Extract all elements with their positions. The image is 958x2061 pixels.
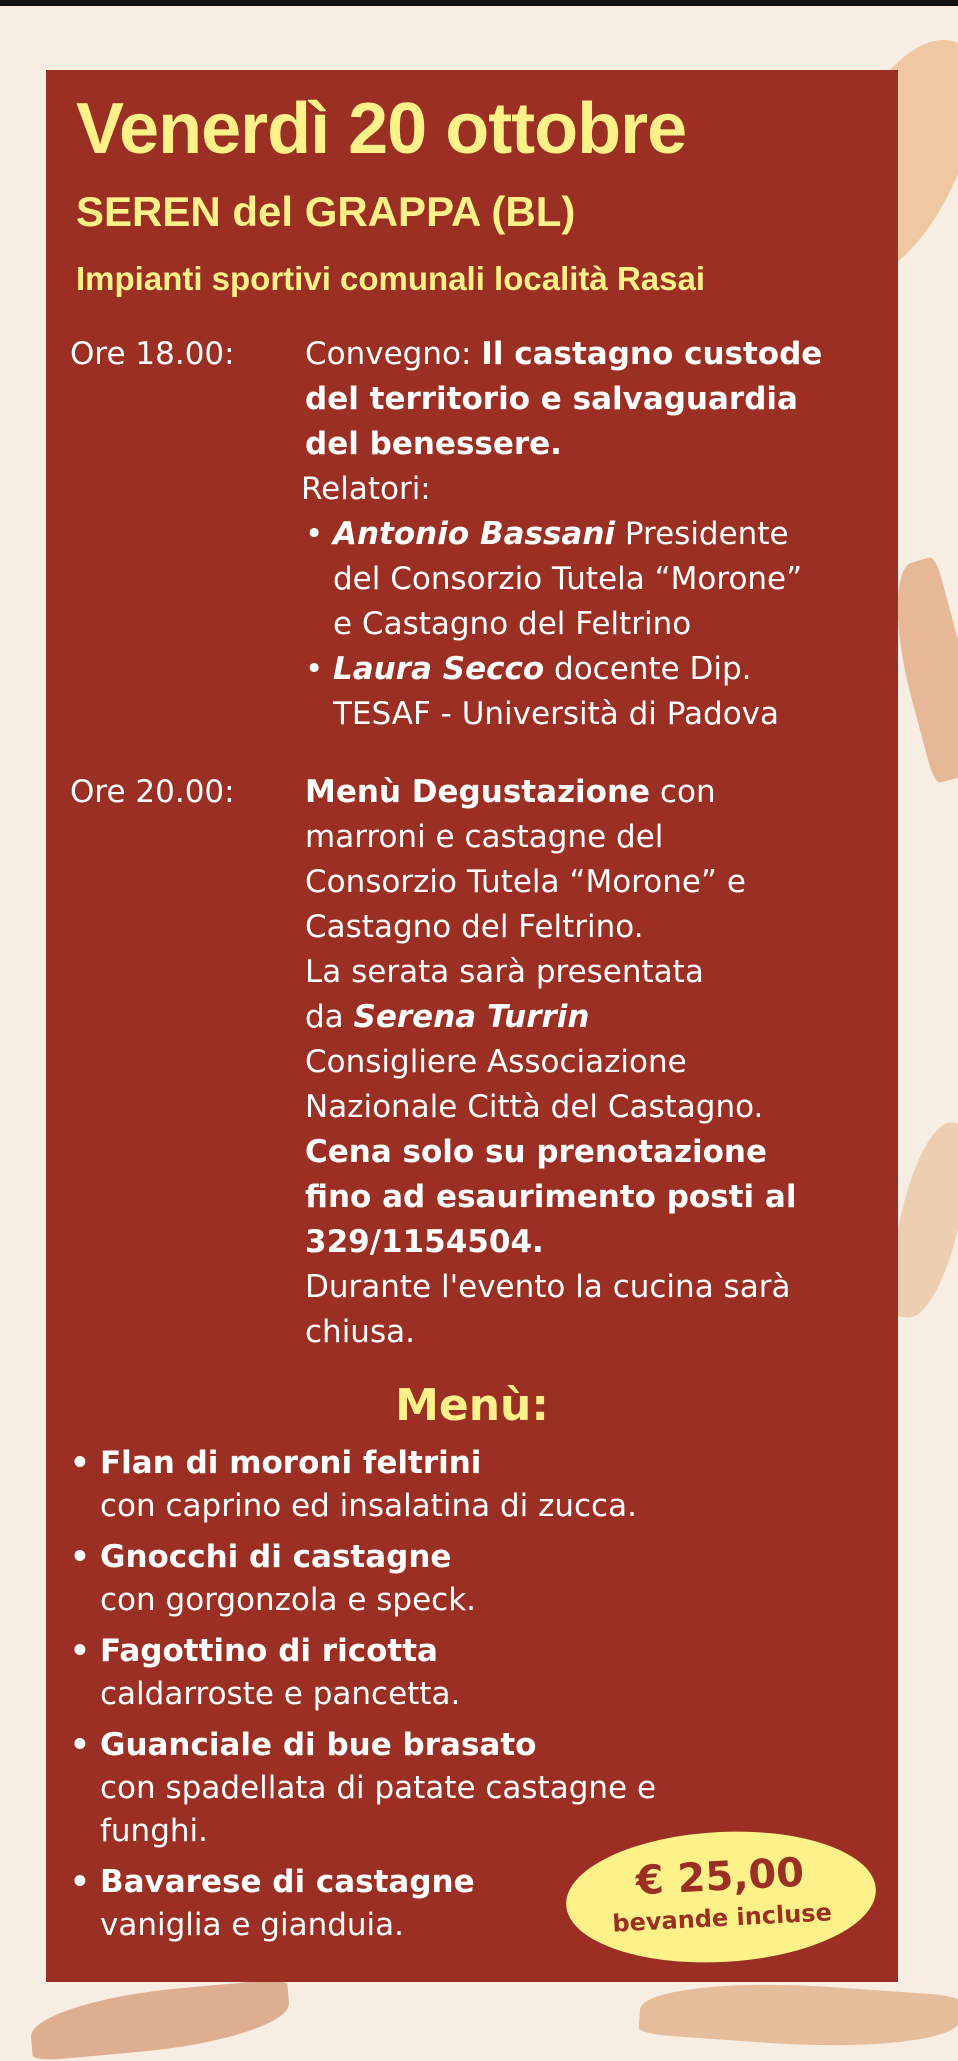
menu-item-desc: funghi. xyxy=(100,1813,209,1849)
speakers-label: Relatori: xyxy=(301,471,431,507)
conference-topic-line-2: del territorio e salvaguardia xyxy=(305,381,798,417)
menu-item-name: Fagottino di ricotta xyxy=(100,1633,438,1669)
menu-item-name: Guanciale di bue brasato xyxy=(100,1727,537,1763)
menu-item-name: Flan di moroni feltrini xyxy=(100,1445,482,1481)
bullet-icon: • xyxy=(305,516,324,552)
bullet-icon: • xyxy=(70,1633,90,1669)
menu-item-desc: con gorgonzola e speck. xyxy=(100,1582,477,1618)
dinner-line-5: La serata sarà presentata xyxy=(305,954,704,990)
top-edge xyxy=(0,0,958,6)
dinner-line-6: da Serena Turrin xyxy=(305,999,590,1035)
menu-item-desc: con caprino ed insalatina di zucca. xyxy=(100,1488,637,1524)
dinner-title: Menù Degustazione xyxy=(305,774,651,810)
menu-item-desc: caldarroste e pancetta. xyxy=(100,1676,461,1712)
menu-item-desc: vaniglia e gianduia. xyxy=(100,1907,405,1943)
event-venue: Impianti sportivi comunali località Rasai xyxy=(76,260,705,297)
speaker-1-role-line-3: e Castagno del Feltrino xyxy=(333,606,692,642)
speaker-2-role-line-2: TESAF - Università di Padova xyxy=(333,696,780,732)
menu-item-name: Bavarese di castagne xyxy=(100,1864,475,1900)
price-note: bevande incluse xyxy=(611,1898,833,1938)
dinner-line-7: Consigliere Associazione xyxy=(305,1044,687,1080)
price-amount: € 25,00 xyxy=(634,1849,806,1905)
menu-item xyxy=(70,1724,656,1853)
speaker-1: • Antonio Bassani Presidente xyxy=(305,512,822,557)
bullet-icon: • xyxy=(70,1864,90,1900)
menu-title: Menù: xyxy=(395,1380,549,1431)
speaker-2-name: Laura Secco xyxy=(333,651,545,687)
program-time: Ore 18.00: xyxy=(70,336,235,372)
leaf-decoration-bottom-right xyxy=(638,1974,958,2056)
speaker-2: • Laura Secco docente Dip. xyxy=(305,647,822,692)
kitchen-note-line-2: chiusa. xyxy=(305,1314,415,1350)
event-date-title: Venerdì 20 ottobre xyxy=(76,89,687,169)
bullet-icon: • xyxy=(70,1445,90,1481)
bullet-icon: • xyxy=(70,1727,90,1763)
program-content xyxy=(301,332,823,737)
conference-topic: Il castagno custode xyxy=(481,336,823,372)
dinner-line-3: Consorzio Tutela “Morone” e xyxy=(305,864,746,900)
booking-line-1: Cena solo su prenotazione xyxy=(305,1134,768,1170)
dinner-line-8: Nazionale Città del Castagno. xyxy=(305,1089,764,1125)
menu-item-name: Gnocchi di castagne xyxy=(100,1539,452,1575)
leaf-decoration-bottom xyxy=(28,1979,292,2061)
booking-phone: 329/1154504. xyxy=(305,1224,544,1260)
event-panel xyxy=(46,70,898,1982)
conference-line-1: Convegno: Il castagno custode xyxy=(305,336,823,372)
menu-item xyxy=(70,1630,656,1716)
program-content xyxy=(305,770,796,1355)
dinner-line-1: Menù Degustazione con xyxy=(305,774,716,810)
booking-line-2: fino ad esaurimento posti al xyxy=(305,1179,797,1215)
dinner-line-4: Castagno del Feltrino. xyxy=(305,909,644,945)
menu-item-desc: con spadellata di patate castagne e xyxy=(100,1770,657,1806)
kitchen-note-line-1: Durante l'evento la cucina sarà xyxy=(305,1269,791,1305)
presenter-name: Serena Turrin xyxy=(353,999,590,1035)
menu-item xyxy=(70,1536,656,1622)
dinner-line-2: marroni e castagne del xyxy=(305,819,664,855)
program-time: Ore 20.00: xyxy=(70,774,235,810)
speaker-1-role-line-2: del Consorzio Tutela “Morone” xyxy=(333,561,803,597)
menu-item xyxy=(70,1442,656,1528)
bullet-icon: • xyxy=(305,651,324,687)
speaker-1-name: Antonio Bassani xyxy=(333,516,616,552)
conference-topic-line-3: del benessere. xyxy=(305,426,562,462)
event-location: SEREN del GRAPPA (BL) xyxy=(76,188,576,235)
bullet-icon: • xyxy=(70,1539,90,1575)
